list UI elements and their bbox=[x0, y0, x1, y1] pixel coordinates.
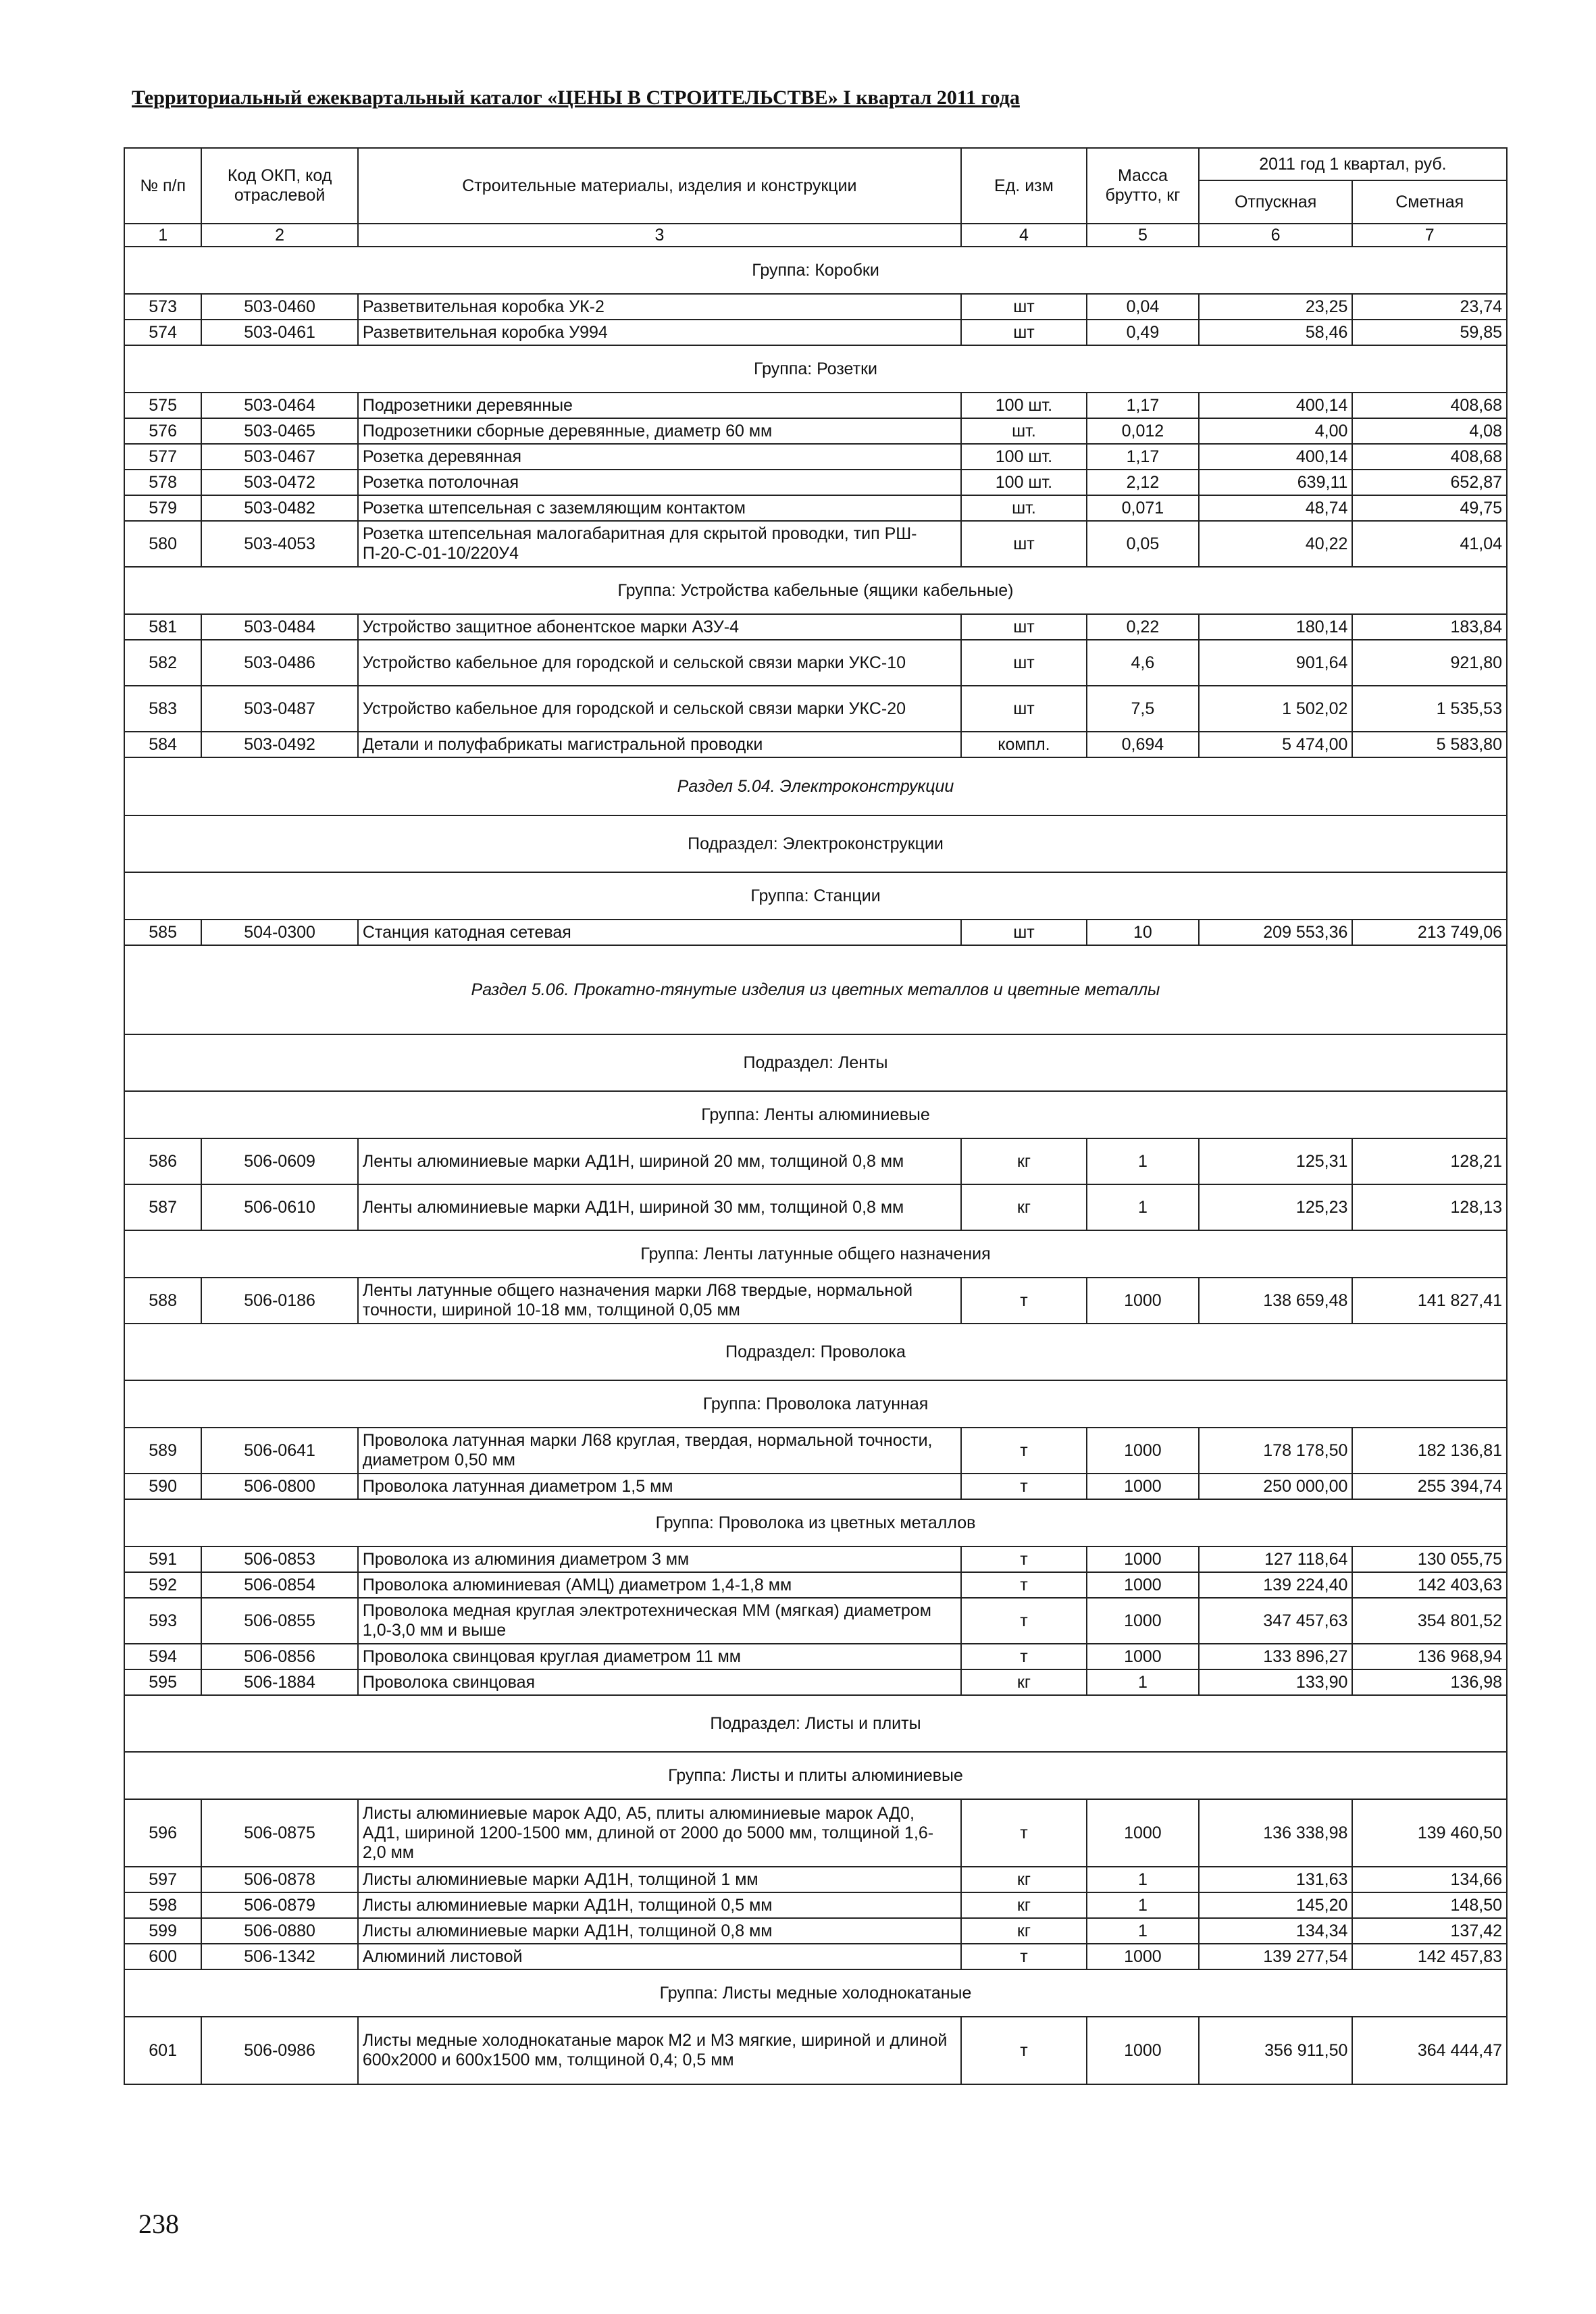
col-header-num: № п/п bbox=[124, 148, 201, 224]
row-name: Устройство кабельное для городской и сельской связи марки УКС-10 bbox=[358, 640, 961, 686]
row-code: 506-0800 bbox=[201, 1474, 358, 1499]
row-mass: 1 bbox=[1087, 1918, 1199, 1944]
row-mass: 1000 bbox=[1087, 1474, 1199, 1499]
row-code: 506-0853 bbox=[201, 1546, 358, 1572]
table-row bbox=[124, 2017, 1507, 2084]
group-heading bbox=[124, 345, 1507, 393]
row-release-price: 40,22 bbox=[1199, 521, 1353, 567]
row-mass: 1000 bbox=[1087, 1944, 1199, 1969]
row-mass: 0,05 bbox=[1087, 521, 1199, 567]
row-unit: кг bbox=[961, 1184, 1087, 1230]
row-mass: 1 bbox=[1087, 1138, 1199, 1184]
row-num: 585 bbox=[124, 920, 201, 945]
row-name: Разветвительная коробка У994 bbox=[358, 320, 961, 345]
row-name: Розетка потолочная bbox=[358, 470, 961, 495]
group-heading bbox=[124, 872, 1507, 920]
row-release-price: 131,63 bbox=[1199, 1867, 1353, 1892]
row-unit: 100 шт. bbox=[961, 470, 1087, 495]
row-num: 583 bbox=[124, 686, 201, 732]
row-estimate-price: 255 394,74 bbox=[1352, 1474, 1507, 1499]
row-name: Листы алюминиевые марок АД0, А5, плиты алюминиевые марок АД0, АД1, шириной 1200-1500 мм, длиной от 2000 до 5000 мм, толщиной 1,6-2,0 мм bbox=[358, 1799, 961, 1867]
table-row bbox=[124, 521, 1507, 567]
col-number: 5 bbox=[1087, 224, 1199, 247]
row-mass: 4,6 bbox=[1087, 640, 1199, 686]
row-num: 576 bbox=[124, 418, 201, 444]
table-row bbox=[124, 1138, 1507, 1184]
row-unit: кг bbox=[961, 1867, 1087, 1892]
row-mass: 1 bbox=[1087, 1184, 1199, 1230]
subsection-heading bbox=[124, 815, 1507, 872]
row-release-price: 400,14 bbox=[1199, 393, 1353, 418]
col-number: 2 bbox=[201, 224, 358, 247]
row-unit: шт bbox=[961, 320, 1087, 345]
row-estimate-price: 137,42 bbox=[1352, 1918, 1507, 1944]
table-row bbox=[124, 920, 1507, 945]
group-heading bbox=[124, 567, 1507, 614]
row-estimate-price: 1 535,53 bbox=[1352, 686, 1507, 732]
row-name: Розетка деревянная bbox=[358, 444, 961, 470]
row-num: 595 bbox=[124, 1669, 201, 1695]
row-release-price: 133,90 bbox=[1199, 1669, 1353, 1695]
row-unit: 100 шт. bbox=[961, 393, 1087, 418]
row-code: 503-0482 bbox=[201, 495, 358, 521]
col-header-mass: Масса брутто, кг bbox=[1087, 148, 1199, 224]
row-num: 579 bbox=[124, 495, 201, 521]
row-num: 597 bbox=[124, 1867, 201, 1892]
table-row bbox=[124, 470, 1507, 495]
col-number: 4 bbox=[961, 224, 1087, 247]
row-release-price: 139 224,40 bbox=[1199, 1572, 1353, 1598]
group-heading bbox=[124, 1499, 1507, 1546]
row-estimate-price: 354 801,52 bbox=[1352, 1598, 1507, 1644]
row-name: Розетка штепсельная с заземляющим контактом bbox=[358, 495, 961, 521]
row-name: Подрозетники сборные деревянные, диаметр 60 мм bbox=[358, 418, 961, 444]
row-name: Ленты латунные общего назначения марки Л68 твердые, нормальной точности, шириной 10-18 мм, толщиной 0,05 мм bbox=[358, 1278, 961, 1324]
row-num: 574 bbox=[124, 320, 201, 345]
row-name: Розетка штепсельная малогабаритная для скрытой проводки, тип РШ-П-20-С-01-10/220У4 bbox=[358, 521, 961, 567]
row-name: Проволока из алюминия диаметром 3 мм bbox=[358, 1546, 961, 1572]
row-mass: 1000 bbox=[1087, 1644, 1199, 1669]
subsection-heading bbox=[124, 1324, 1507, 1380]
table-row bbox=[124, 1944, 1507, 1969]
row-mass: 1000 bbox=[1087, 1278, 1199, 1324]
row-estimate-price: 652,87 bbox=[1352, 470, 1507, 495]
row-num: 587 bbox=[124, 1184, 201, 1230]
row-code: 506-0880 bbox=[201, 1918, 358, 1944]
row-mass: 7,5 bbox=[1087, 686, 1199, 732]
row-code: 506-0879 bbox=[201, 1892, 358, 1918]
heading-text: Подраздел: Электроконструкции bbox=[124, 815, 1507, 872]
row-mass: 0,694 bbox=[1087, 732, 1199, 757]
row-unit: компл. bbox=[961, 732, 1087, 757]
row-mass: 0,012 bbox=[1087, 418, 1199, 444]
row-unit: шт bbox=[961, 920, 1087, 945]
row-release-price: 58,46 bbox=[1199, 320, 1353, 345]
row-release-price: 138 659,48 bbox=[1199, 1278, 1353, 1324]
heading-text: Группа: Устройства кабельные (ящики кабельные) bbox=[124, 567, 1507, 614]
row-release-price: 639,11 bbox=[1199, 470, 1353, 495]
row-code: 503-0486 bbox=[201, 640, 358, 686]
row-release-price: 145,20 bbox=[1199, 1892, 1353, 1918]
row-name: Проволока алюминиевая (АМЦ) диаметром 1,4-1,8 мм bbox=[358, 1572, 961, 1598]
row-estimate-price: 4,08 bbox=[1352, 418, 1507, 444]
row-release-price: 4,00 bbox=[1199, 418, 1353, 444]
row-estimate-price: 142 403,63 bbox=[1352, 1572, 1507, 1598]
row-mass: 1,17 bbox=[1087, 444, 1199, 470]
row-unit: шт bbox=[961, 294, 1087, 320]
col-header-estimate: Сметная bbox=[1352, 180, 1507, 224]
row-mass: 1000 bbox=[1087, 1546, 1199, 1572]
col-header-unit: Ед. изм bbox=[961, 148, 1087, 224]
col-header-period: 2011 год 1 квартал, руб. bbox=[1199, 148, 1507, 180]
col-number: 6 bbox=[1199, 224, 1353, 247]
table-row bbox=[124, 640, 1507, 686]
row-release-price: 1 502,02 bbox=[1199, 686, 1353, 732]
row-name: Ленты алюминиевые марки АД1Н, шириной 30 мм, толщиной 0,8 мм bbox=[358, 1184, 961, 1230]
row-code: 506-0856 bbox=[201, 1644, 358, 1669]
row-num: 573 bbox=[124, 294, 201, 320]
row-estimate-price: 136 968,94 bbox=[1352, 1644, 1507, 1669]
table-row bbox=[124, 1918, 1507, 1944]
heading-text: Раздел 5.06. Прокатно-тянутые изделия из цветных металлов и цветные металлы bbox=[124, 945, 1507, 1034]
table-row bbox=[124, 294, 1507, 320]
group-heading bbox=[124, 1752, 1507, 1799]
table-row bbox=[124, 320, 1507, 345]
row-estimate-price: 141 827,41 bbox=[1352, 1278, 1507, 1324]
row-code: 503-0487 bbox=[201, 686, 358, 732]
heading-text: Группа: Листы и плиты алюминиевые bbox=[124, 1752, 1507, 1799]
row-code: 503-0461 bbox=[201, 320, 358, 345]
row-code: 504-0300 bbox=[201, 920, 358, 945]
row-mass: 1 bbox=[1087, 1669, 1199, 1695]
heading-text: Группа: Розетки bbox=[124, 345, 1507, 393]
row-name: Проволока свинцовая круглая диаметром 11 мм bbox=[358, 1644, 961, 1669]
row-num: 590 bbox=[124, 1474, 201, 1499]
row-unit: т bbox=[961, 1474, 1087, 1499]
row-num: 581 bbox=[124, 614, 201, 640]
row-code: 506-0986 bbox=[201, 2017, 358, 2084]
row-estimate-price: 5 583,80 bbox=[1352, 732, 1507, 757]
subsection-heading bbox=[124, 1695, 1507, 1752]
row-name: Листы медные холоднокатаные марок М2 и М3 мягкие, шириной и длиной 600х2000 и 600х1500 мм, толщиной 0,4; 0,5 мм bbox=[358, 2017, 961, 2084]
row-estimate-price: 213 749,06 bbox=[1352, 920, 1507, 945]
table-row bbox=[124, 732, 1507, 757]
table-row bbox=[124, 1867, 1507, 1892]
row-name: Устройство защитное абонентское марки АЗУ-4 bbox=[358, 614, 961, 640]
heading-text: Раздел 5.04. Электроконструкции bbox=[124, 757, 1507, 815]
heading-text: Подраздел: Проволока bbox=[124, 1324, 1507, 1380]
row-num: 591 bbox=[124, 1546, 201, 1572]
group-heading bbox=[124, 247, 1507, 294]
row-release-price: 178 178,50 bbox=[1199, 1428, 1353, 1474]
heading-text: Подраздел: Ленты bbox=[124, 1034, 1507, 1091]
row-mass: 1000 bbox=[1087, 1572, 1199, 1598]
row-release-price: 901,64 bbox=[1199, 640, 1353, 686]
row-code: 506-0610 bbox=[201, 1184, 358, 1230]
row-mass: 0,49 bbox=[1087, 320, 1199, 345]
col-header-code: Код ОКП, код отраслевой bbox=[201, 148, 358, 224]
row-release-price: 125,23 bbox=[1199, 1184, 1353, 1230]
col-header-release: Отпускная bbox=[1199, 180, 1353, 224]
row-code: 506-1342 bbox=[201, 1944, 358, 1969]
row-release-price: 136 338,98 bbox=[1199, 1799, 1353, 1867]
group-heading bbox=[124, 1380, 1507, 1428]
table-row bbox=[124, 1644, 1507, 1669]
row-num: 589 bbox=[124, 1428, 201, 1474]
heading-text: Группа: Станции bbox=[124, 872, 1507, 920]
table-row bbox=[124, 1892, 1507, 1918]
section-heading bbox=[124, 945, 1507, 1034]
row-num: 588 bbox=[124, 1278, 201, 1324]
col-header-name: Строительные материалы, изделия и конструкции bbox=[358, 148, 961, 224]
row-estimate-price: 136,98 bbox=[1352, 1669, 1507, 1695]
row-estimate-price: 128,21 bbox=[1352, 1138, 1507, 1184]
row-unit: шт bbox=[961, 686, 1087, 732]
row-unit: шт. bbox=[961, 495, 1087, 521]
row-release-price: 134,34 bbox=[1199, 1918, 1353, 1944]
row-release-price: 250 000,00 bbox=[1199, 1474, 1353, 1499]
row-estimate-price: 408,68 bbox=[1352, 444, 1507, 470]
row-name: Листы алюминиевые марки АД1Н, толщиной 1 мм bbox=[358, 1867, 961, 1892]
table-row bbox=[124, 1474, 1507, 1499]
heading-text: Группа: Листы медные холоднокатаные bbox=[124, 1969, 1507, 2017]
row-name: Разветвительная коробка УК-2 bbox=[358, 294, 961, 320]
row-mass: 0,071 bbox=[1087, 495, 1199, 521]
row-release-price: 347 457,63 bbox=[1199, 1598, 1353, 1644]
row-unit: шт. bbox=[961, 418, 1087, 444]
row-mass: 2,12 bbox=[1087, 470, 1199, 495]
row-unit: т bbox=[961, 1944, 1087, 1969]
page-header: Территориальный ежеквартальный каталог «ЦЕНЫ В СТРОИТЕЛЬСТВЕ» I квартал 2011 года bbox=[132, 86, 1020, 109]
row-unit: кг bbox=[961, 1892, 1087, 1918]
row-name: Проволока латунная диаметром 1,5 мм bbox=[358, 1474, 961, 1499]
row-name: Проволока медная круглая электротехническая ММ (мягкая) диаметром 1,0-3,0 мм и выше bbox=[358, 1598, 961, 1644]
table-row bbox=[124, 614, 1507, 640]
row-name: Устройство кабельное для городской и сельской связи марки УКС-20 bbox=[358, 686, 961, 732]
row-unit: шт bbox=[961, 521, 1087, 567]
row-num: 599 bbox=[124, 1918, 201, 1944]
table-row bbox=[124, 1428, 1507, 1474]
row-num: 593 bbox=[124, 1598, 201, 1644]
row-num: 584 bbox=[124, 732, 201, 757]
row-name: Ленты алюминиевые марки АД1Н, шириной 20 мм, толщиной 0,8 мм bbox=[358, 1138, 961, 1184]
row-name: Листы алюминиевые марки АД1Н, толщиной 0,8 мм bbox=[358, 1918, 961, 1944]
row-code: 503-4053 bbox=[201, 521, 358, 567]
table-row bbox=[124, 393, 1507, 418]
row-code: 503-0484 bbox=[201, 614, 358, 640]
row-num: 575 bbox=[124, 393, 201, 418]
row-unit: 100 шт. bbox=[961, 444, 1087, 470]
row-release-price: 139 277,54 bbox=[1199, 1944, 1353, 1969]
row-name: Алюминий листовой bbox=[358, 1944, 961, 1969]
subsection-heading bbox=[124, 1034, 1507, 1091]
row-estimate-price: 23,74 bbox=[1352, 294, 1507, 320]
row-estimate-price: 128,13 bbox=[1352, 1184, 1507, 1230]
row-num: 594 bbox=[124, 1644, 201, 1669]
table-row bbox=[124, 1546, 1507, 1572]
row-mass: 1000 bbox=[1087, 2017, 1199, 2084]
row-code: 506-0878 bbox=[201, 1867, 358, 1892]
row-release-price: 180,14 bbox=[1199, 614, 1353, 640]
row-name: Станция катодная сетевая bbox=[358, 920, 961, 945]
row-unit: т bbox=[961, 1546, 1087, 1572]
row-mass: 1000 bbox=[1087, 1428, 1199, 1474]
row-num: 600 bbox=[124, 1944, 201, 1969]
heading-text: Группа: Проволока латунная bbox=[124, 1380, 1507, 1428]
row-unit: шт bbox=[961, 640, 1087, 686]
row-estimate-price: 59,85 bbox=[1352, 320, 1507, 345]
row-num: 577 bbox=[124, 444, 201, 470]
row-name: Проволока свинцовая bbox=[358, 1669, 961, 1695]
table-row bbox=[124, 495, 1507, 521]
table-row bbox=[124, 1572, 1507, 1598]
row-num: 580 bbox=[124, 521, 201, 567]
row-num: 598 bbox=[124, 1892, 201, 1918]
row-estimate-price: 49,75 bbox=[1352, 495, 1507, 521]
group-heading bbox=[124, 1969, 1507, 2017]
row-num: 578 bbox=[124, 470, 201, 495]
col-number: 1 bbox=[124, 224, 201, 247]
row-unit: кг bbox=[961, 1138, 1087, 1184]
page-number: 238 bbox=[138, 2209, 179, 2239]
group-heading bbox=[124, 1230, 1507, 1278]
col-number: 7 bbox=[1352, 224, 1507, 247]
row-mass: 10 bbox=[1087, 920, 1199, 945]
row-code: 503-0472 bbox=[201, 470, 358, 495]
row-mass: 1000 bbox=[1087, 1598, 1199, 1644]
row-estimate-price: 183,84 bbox=[1352, 614, 1507, 640]
row-unit: т bbox=[961, 1799, 1087, 1867]
row-code: 506-0186 bbox=[201, 1278, 358, 1324]
row-code: 506-0854 bbox=[201, 1572, 358, 1598]
table-row bbox=[124, 686, 1507, 732]
row-release-price: 209 553,36 bbox=[1199, 920, 1353, 945]
row-unit: т bbox=[961, 1598, 1087, 1644]
row-release-price: 5 474,00 bbox=[1199, 732, 1353, 757]
row-estimate-price: 41,04 bbox=[1352, 521, 1507, 567]
row-code: 503-0464 bbox=[201, 393, 358, 418]
heading-text: Группа: Ленты латунные общего назначения bbox=[124, 1230, 1507, 1278]
col-number: 3 bbox=[358, 224, 961, 247]
row-estimate-price: 139 460,50 bbox=[1352, 1799, 1507, 1867]
row-unit: т bbox=[961, 1278, 1087, 1324]
row-release-price: 133 896,27 bbox=[1199, 1644, 1353, 1669]
row-unit: т bbox=[961, 1644, 1087, 1669]
row-estimate-price: 134,66 bbox=[1352, 1867, 1507, 1892]
row-mass: 0,04 bbox=[1087, 294, 1199, 320]
heading-text: Подраздел: Листы и плиты bbox=[124, 1695, 1507, 1752]
row-name: Листы алюминиевые марки АД1Н, толщиной 0,5 мм bbox=[358, 1892, 961, 1918]
row-num: 582 bbox=[124, 640, 201, 686]
table-row bbox=[124, 444, 1507, 470]
row-estimate-price: 142 457,83 bbox=[1352, 1944, 1507, 1969]
table-row bbox=[124, 418, 1507, 444]
heading-text: Группа: Проволока из цветных металлов bbox=[124, 1499, 1507, 1546]
row-estimate-price: 364 444,47 bbox=[1352, 2017, 1507, 2084]
row-num: 596 bbox=[124, 1799, 201, 1867]
row-release-price: 48,74 bbox=[1199, 495, 1353, 521]
row-code: 503-0492 bbox=[201, 732, 358, 757]
row-release-price: 125,31 bbox=[1199, 1138, 1353, 1184]
row-estimate-price: 148,50 bbox=[1352, 1892, 1507, 1918]
table-row bbox=[124, 1184, 1507, 1230]
row-name: Детали и полуфабрикаты магистральной проводки bbox=[358, 732, 961, 757]
row-release-price: 127 118,64 bbox=[1199, 1546, 1353, 1572]
row-code: 506-0609 bbox=[201, 1138, 358, 1184]
section-heading bbox=[124, 757, 1507, 815]
row-code: 506-0875 bbox=[201, 1799, 358, 1867]
row-mass: 1,17 bbox=[1087, 393, 1199, 418]
row-mass: 0,22 bbox=[1087, 614, 1199, 640]
row-release-price: 23,25 bbox=[1199, 294, 1353, 320]
table-row bbox=[124, 1799, 1507, 1867]
row-unit: т bbox=[961, 1572, 1087, 1598]
table-row bbox=[124, 1669, 1507, 1695]
row-code: 506-0855 bbox=[201, 1598, 358, 1644]
row-unit: шт bbox=[961, 614, 1087, 640]
row-unit: т bbox=[961, 1428, 1087, 1474]
row-num: 601 bbox=[124, 2017, 201, 2084]
row-code: 503-0465 bbox=[201, 418, 358, 444]
row-estimate-price: 182 136,81 bbox=[1352, 1428, 1507, 1474]
row-mass: 1000 bbox=[1087, 1799, 1199, 1867]
row-num: 592 bbox=[124, 1572, 201, 1598]
row-estimate-price: 130 055,75 bbox=[1352, 1546, 1507, 1572]
row-code: 503-0467 bbox=[201, 444, 358, 470]
heading-text: Группа: Ленты алюминиевые bbox=[124, 1091, 1507, 1138]
group-heading bbox=[124, 1091, 1507, 1138]
row-name: Проволока латунная марки Л68 круглая, твердая, нормальной точности, диаметром 0,50 мм bbox=[358, 1428, 961, 1474]
row-mass: 1 bbox=[1087, 1867, 1199, 1892]
row-code: 506-0641 bbox=[201, 1428, 358, 1474]
price-table bbox=[124, 147, 1508, 2085]
table-row bbox=[124, 1278, 1507, 1324]
row-estimate-price: 921,80 bbox=[1352, 640, 1507, 686]
row-unit: кг bbox=[961, 1918, 1087, 1944]
table-row bbox=[124, 1598, 1507, 1644]
row-name: Подрозетники деревянные bbox=[358, 393, 961, 418]
table-body bbox=[124, 247, 1507, 2084]
row-release-price: 400,14 bbox=[1199, 444, 1353, 470]
row-code: 503-0460 bbox=[201, 294, 358, 320]
row-code: 506-1884 bbox=[201, 1669, 358, 1695]
row-unit: кг bbox=[961, 1669, 1087, 1695]
row-mass: 1 bbox=[1087, 1892, 1199, 1918]
row-num: 586 bbox=[124, 1138, 201, 1184]
row-unit: т bbox=[961, 2017, 1087, 2084]
heading-text: Группа: Коробки bbox=[124, 247, 1507, 294]
row-estimate-price: 408,68 bbox=[1352, 393, 1507, 418]
row-release-price: 356 911,50 bbox=[1199, 2017, 1353, 2084]
